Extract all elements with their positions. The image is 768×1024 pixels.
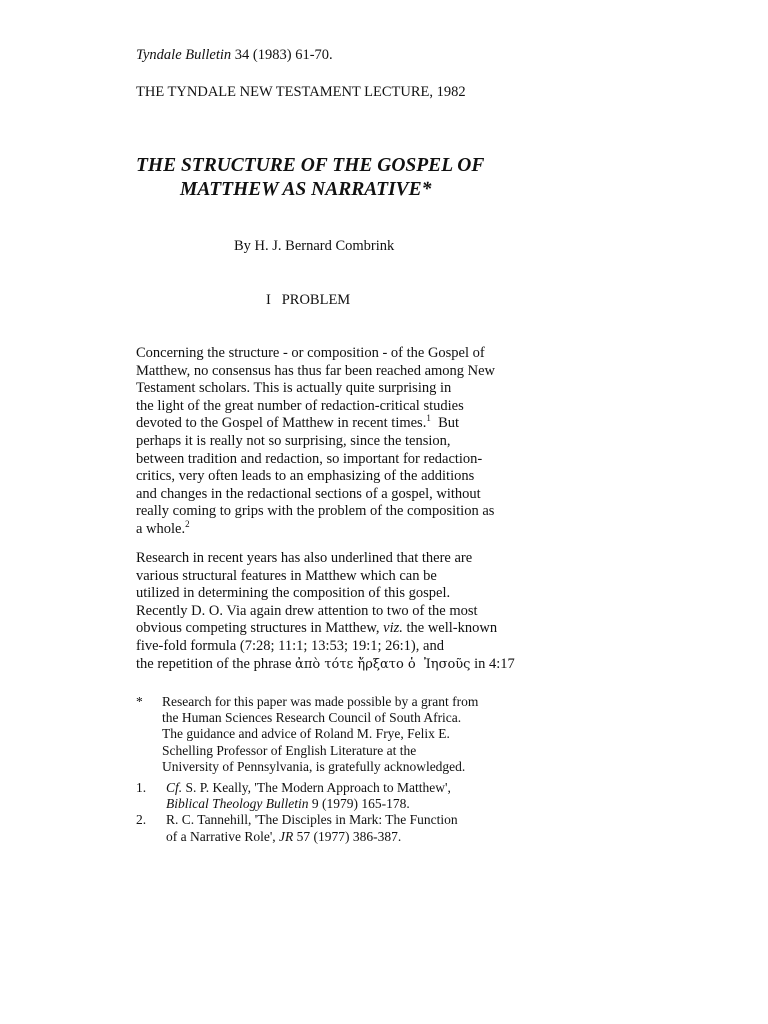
- text-line: Matthew, no consensus has thus far been reached among New: [136, 362, 496, 379]
- paragraph-2: [136, 550, 515, 673]
- cf-abbrev: Cf.: [166, 780, 183, 796]
- viz-abbrev: viz.: [383, 620, 403, 637]
- footnote-line: R. C. Tannehill, 'The Disciples in Mark: The Function: [166, 812, 458, 828]
- journal-volume: 34 (1983) 61-70.: [231, 47, 333, 63]
- footnotes: [136, 694, 478, 845]
- footnote-line: the Human Sciences Research Council of South Africa.: [162, 710, 462, 726]
- journal-title: JR: [279, 828, 294, 844]
- journal-title: Biblical Theology Bulletin: [166, 796, 309, 812]
- footnote-line: The guidance and advice of Roland M. Frye, Felix E.: [162, 726, 450, 742]
- text-segment: in 4:17: [470, 655, 515, 672]
- text-line: Testament scholars. This is actually quite surprising in: [136, 380, 452, 397]
- text-segment: obvious competing structures in Matthew,: [136, 620, 384, 637]
- title-line-2: MATTHEW AS NARRATIVE*: [180, 179, 432, 200]
- text-line: various structural features in Matthew which can be: [136, 567, 437, 584]
- footnote-line: [166, 796, 478, 812]
- journal-name: Tyndale Bulletin: [136, 47, 232, 63]
- article-title: [136, 154, 484, 202]
- text-line: critics, very often leads to an emphasizing of the additions: [136, 468, 475, 485]
- text-segment: the well-known: [402, 620, 498, 637]
- text-line: the light of the great number of redaction-critical studies: [136, 397, 464, 414]
- text-segment: devoted to the Gospel of Matthew in recent times.: [136, 415, 427, 432]
- footnote-line: Research for this paper was made possible by a grant from: [162, 694, 479, 709]
- text-segment: But: [430, 415, 460, 432]
- text-segment: S. P. Keally, 'The Modern Approach to Matthew',: [182, 780, 451, 796]
- section-heading: I PROBLEM: [266, 292, 351, 308]
- footnote-marker: *: [136, 694, 143, 709]
- text-line: five-fold formula (7:28; 11:1; 13:53; 19:1; 26:1), and: [136, 637, 444, 654]
- footnote-2: [136, 812, 478, 844]
- footnote-line: [166, 829, 478, 845]
- text-line: really coming to grips with the problem of the composition as: [136, 503, 495, 520]
- text-segment: a whole.: [136, 520, 186, 537]
- text-line: between tradition and redaction, so important for redaction-: [136, 450, 483, 467]
- text-line: utilized in determining the composition of this gospel.: [136, 585, 451, 602]
- paragraph-1: [136, 345, 495, 539]
- text-line: and changes in the redactional sections of a gospel, without: [136, 485, 481, 502]
- text-line: [136, 415, 495, 433]
- text-line: Research in recent years has also underlined that there are: [136, 550, 473, 566]
- lecture-heading: THE TYNDALE NEW TESTAMENT LECTURE, 1982: [136, 84, 466, 100]
- footnote-marker: 1.: [136, 780, 147, 796]
- footnote-text: [136, 780, 478, 812]
- text-segment: 57 (1977) 386-387.: [293, 828, 402, 844]
- footnote-marker: 2.: [136, 812, 147, 828]
- text-segment: 9 (1979) 165-178.: [308, 796, 410, 812]
- text-line: [136, 518, 495, 539]
- byline: By H. J. Bernard Combrink: [234, 238, 395, 254]
- text-line: [136, 656, 515, 674]
- text-line: perhaps it is really not so surprising, since the tension,: [136, 432, 451, 449]
- greek-phrase: ἀπὸ τότε ἤρξατο ὁ Ἰησοῦς: [295, 656, 471, 672]
- text-line: Recently D. O. Via again drew attention to two of the most: [136, 602, 478, 619]
- text-segment: of a Narrative Role',: [166, 828, 280, 844]
- title-line-1: THE STRUCTURE OF THE GOSPEL OF: [136, 155, 485, 176]
- footnote-line: University of Pennsylvania, is gratefully acknowledged.: [162, 758, 466, 774]
- footnote-ref-2: 2: [185, 518, 190, 529]
- text-segment: the repetition of the phrase: [136, 655, 296, 672]
- footnote-line: Schelling Professor of English Literature at the: [162, 742, 417, 758]
- footnote-star: [136, 694, 478, 775]
- journal-citation: [136, 46, 333, 64]
- text-line: [136, 620, 515, 638]
- footnote-line: [166, 780, 478, 796]
- footnote-text: [136, 812, 478, 844]
- footnote-ref-1: 1: [426, 413, 431, 424]
- footnote-text: [136, 694, 478, 775]
- footnote-1: [136, 780, 478, 812]
- text-line: Concerning the structure - or composition - of the Gospel of: [136, 345, 485, 361]
